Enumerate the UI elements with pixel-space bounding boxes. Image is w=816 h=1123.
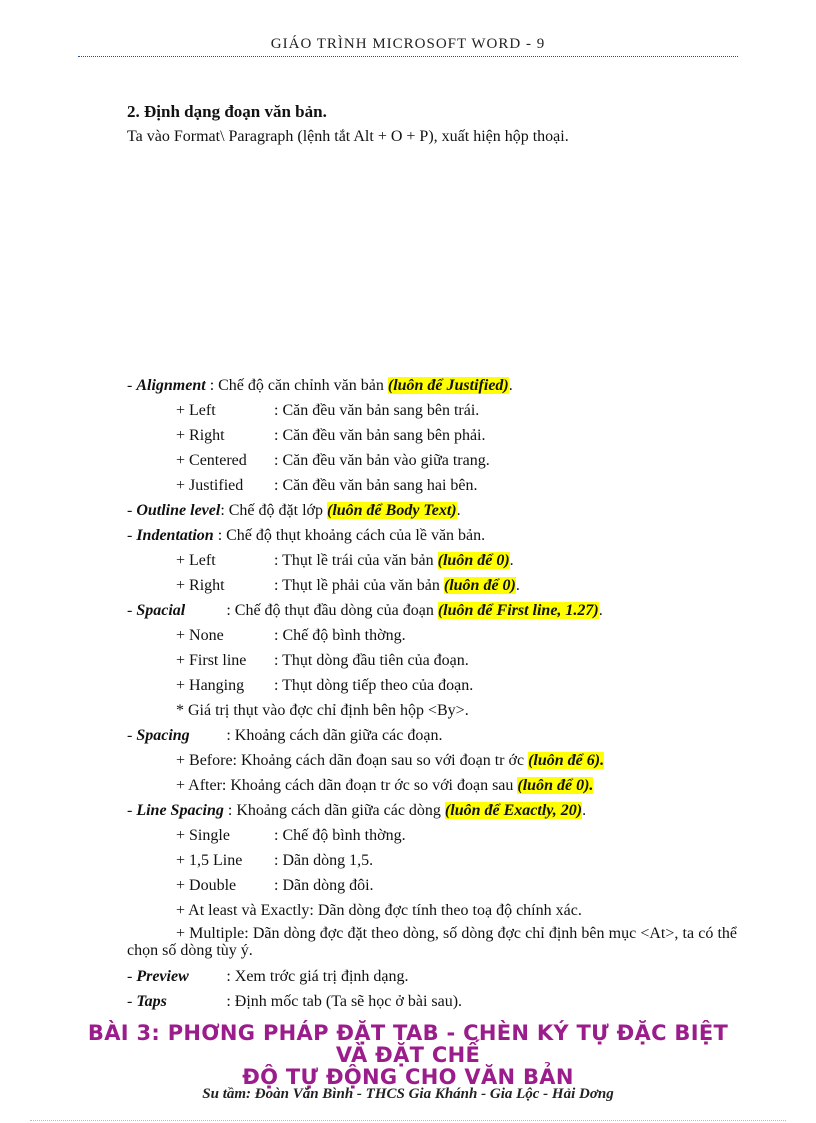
spacing-before-line: + Before: Khoảng cách dãn đoạn sau so với đoạn tr ớc (luôn để 6).: [176, 752, 605, 769]
spacing-after-line: + After: Khoảng cách dãn đoạn tr ớc so với đoạn sau (luôn để 0).: [176, 777, 594, 794]
alignment-term: Alignment: [136, 377, 206, 394]
alignment-line: - Alignment : Chế độ căn chỉnh văn bản (luôn để Justified).: [127, 377, 513, 394]
taps-line: - Taps : Định mốc tab (Ta sẽ học ở bài sau).: [127, 993, 463, 1010]
lesson-title: [78, 1022, 738, 1088]
spacial-by-note: * Giá trị thụt vào đợc chỉ định bên hộp <By>.: [176, 702, 469, 719]
ls-double-line: + Double : Dãn dòng đôi.: [176, 877, 374, 894]
page-header: GIÁO TRÌNH MICROSOFT WORD - 9: [270, 36, 546, 52]
preview-line: - Preview : Xem trớc giá trị định dạng.: [127, 968, 409, 985]
footer-rule: [30, 1120, 786, 1121]
outline-note: (luôn để Body Text): [326, 502, 457, 519]
ls-at-least-line: + At least và Exactly: Dãn dòng đợc tính theo toạ độ chính xác.: [176, 902, 582, 919]
alignment-note: (luôn để Justified): [387, 377, 509, 394]
align-centered-line: + Centered : Căn đều văn bản vào giữa trang.: [176, 452, 490, 469]
section-title: 2. Định dạng đoạn văn bản.: [127, 102, 327, 121]
spacial-hanging-line: + Hanging : Thụt dòng tiếp theo của đoạn.: [176, 677, 474, 694]
indentation-line: - Indentation : Chế độ thụt khoảng cách của lề văn bản.: [127, 527, 486, 544]
align-left-line: + Left : Căn đều văn bản sang bên trái.: [176, 402, 480, 419]
spacial-none-line: + None : Chế độ bình thờng.: [176, 627, 406, 644]
spacial-first-line: + First line : Thụt dòng đầu tiên của đoạn.: [176, 652, 469, 669]
ls-multiple-paragraph: + Multiple: Dãn dòng đợc đặt theo dòng, số dòng đợc chỉ định bên mục <At>, ta có thể chọn số dòng tùy ý.: [127, 925, 737, 959]
ls-one-five-line: + 1,5 Line : Dãn dòng 1,5.: [176, 852, 374, 869]
spacing-line: - Spacing : Khoảng cách dãn giữa các đoạn.: [127, 727, 443, 744]
page-footer: Su tầm: Đoàn Văn Bình - THCS Gia Khánh - Gia Lộc - Hải Dơng: [202, 1086, 614, 1102]
ls-single-line: + Single : Chế độ bình thờng.: [176, 827, 406, 844]
dialog-image-placeholder: [127, 152, 737, 367]
indent-right-line: + Right : Thụt lề phải của văn bản (luôn để 0).: [176, 577, 520, 594]
header-rule: [78, 56, 738, 57]
align-justified-line: + Justified : Căn đều văn bản sang hai bên.: [176, 477, 478, 494]
align-right-line: + Right : Căn đều văn bản sang bên phải.: [176, 427, 486, 444]
indent-left-line: + Left : Thụt lề trái của văn bản (luôn để 0).: [176, 552, 514, 569]
spacial-line: - Spacial : Chế độ thụt đầu dòng của đoạn (luôn để First line, 1.27).: [127, 602, 603, 619]
section-intro: Ta vào Format\ Paragraph (lệnh tắt Alt + O + P), xuất hiện hộp thoại.: [127, 128, 569, 145]
line-spacing-line: - Line Spacing : Khoảng cách dãn giữa các dòng (luôn để Exactly, 20).: [127, 802, 587, 819]
outline-line: - Outline level: Chế độ đặt lớp (luôn để Body Text).: [127, 502, 461, 519]
lesson-title-line2: ĐỘ TỰ ĐỘNG CHO VĂN BẢN: [242, 1065, 574, 1089]
lesson-title-line1: BÀI 3: PHƠNG PHÁP ĐẶT TAB - CHÈN KÝ TỰ ĐẶC BIỆT VÀ ĐẶT CHẾ: [87, 1021, 729, 1067]
